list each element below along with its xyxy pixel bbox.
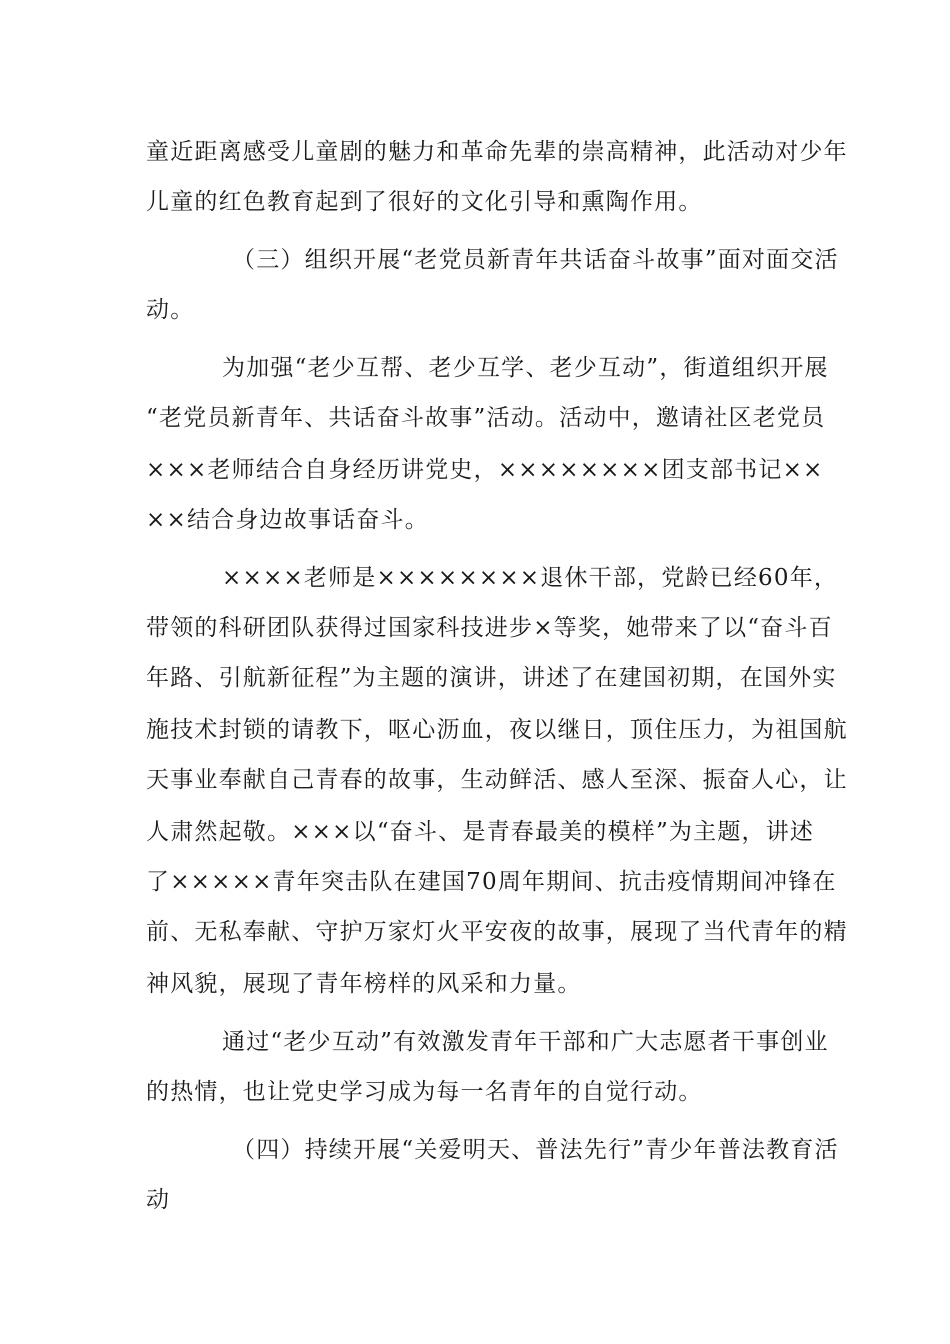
- text-line: 天事业奉献自己青春的故事，生动鲜活、感人至深、振奋人心，让: [146, 767, 848, 793]
- text-line: 施技术封锁的请教下，呕心沥血，夜以继日，顶住压力，为祖国航: [146, 717, 848, 743]
- text-line: “老党员新青年、共话奋斗故事”活动。活动中，邀请社区老党员: [146, 405, 826, 431]
- heading-line: 动: [146, 1187, 171, 1213]
- text-line: ×××老师结合自身经历讲党史，××××××××团支部书记××: [146, 457, 824, 483]
- text-line: 通过“老少互动”有效激发青年干部和广大志愿者干事创业: [222, 1029, 829, 1055]
- text-line: 前、无私奉献、守护万家灯火平安夜的故事，展现了当代青年的精: [146, 919, 848, 945]
- text-line: 了×××××青年突击队在建国70周年期间、抗击疫情期间冲锋在: [146, 869, 837, 895]
- text-line: 带领的科研团队获得过国家科技进步×等奖，她带来了以“奋斗百: [146, 615, 833, 641]
- heading-line: （三）组织开展“老党员新青年共话奋斗故事”面对面交活: [232, 247, 839, 273]
- heading-line: 动。: [146, 297, 195, 323]
- text-line: 年路、引航新征程”为主题的演讲，讲述了在建国初期，在国外实: [146, 665, 837, 691]
- text-line: 人肃然起敬。×××以“奋斗、是青春最美的模样”为主题，讲述: [146, 819, 815, 845]
- heading-line: （四）持续开展“关爱明天、普法先行”青少年普法教育活: [232, 1137, 839, 1163]
- text-line: 的热情，也让党史学习成为每一名青年的自觉行动。: [146, 1079, 703, 1105]
- text-line: 神风貌，展现了青年榜样的风采和力量。: [146, 971, 582, 997]
- text-line: 童近距离感受儿童剧的魅力和革命先辈的崇高精神，此活动对少年: [146, 139, 848, 165]
- text-line: ××结合身边故事话奋斗。: [146, 507, 429, 533]
- text-line: 为加强“老少互帮、老少互学、老少互动”，街道组织开展: [222, 355, 829, 381]
- text-line: ××××老师是××××××××退休干部，党龄已经60年，: [222, 565, 839, 591]
- text-line: 儿童的红色教育起到了很好的文化引导和熏陶作用。: [146, 189, 703, 215]
